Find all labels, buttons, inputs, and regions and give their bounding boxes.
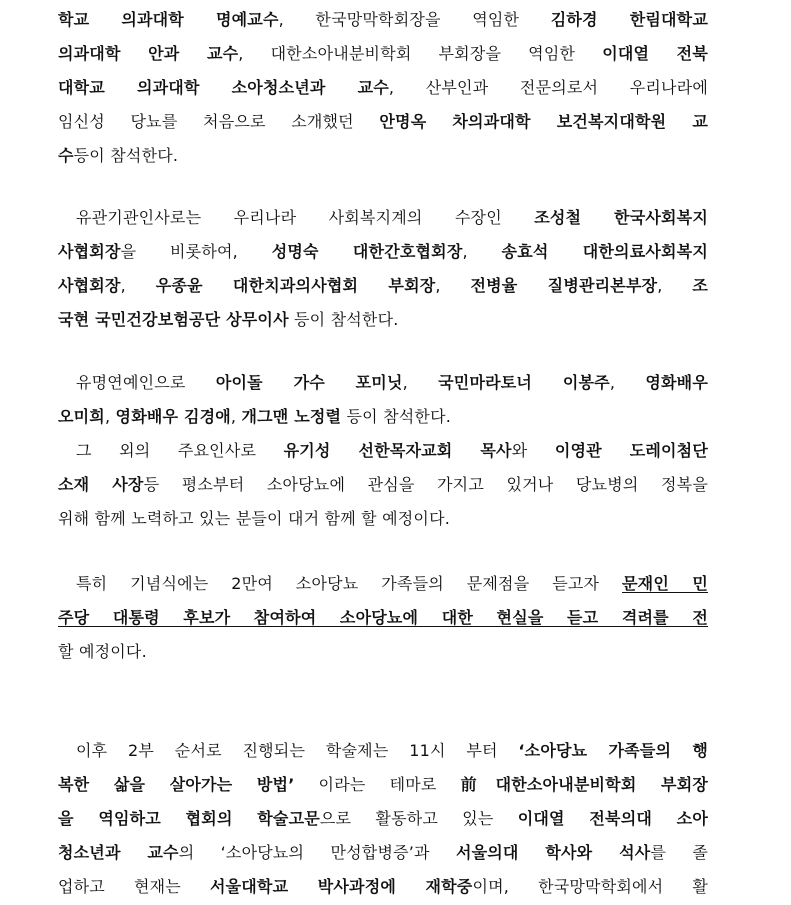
bold-text-span: 이영관 도레이첨단 xyxy=(554,441,708,460)
text-span: 그 외의 주요인사로 xyxy=(76,441,284,460)
bold-text-span: 서울의대 학사와 석사 xyxy=(455,843,651,862)
bold-text-span: 前대한소아내분비학회 부회장 xyxy=(460,775,708,794)
bold-text-span: 사협회장 xyxy=(58,242,121,261)
bold-text-span: 국민마라토너 이봉주 xyxy=(438,373,610,392)
text-line xyxy=(58,567,708,601)
bold-text-span: 영화배우 김경애 xyxy=(115,407,231,426)
bold-text-span: 성명숙 대한간호협회장 xyxy=(271,242,463,261)
bold-text-span: 청소년과 교수 xyxy=(58,843,179,862)
bold-text-span: 안명옥 차의과대학 보건복지대학원 교 xyxy=(379,112,708,131)
bold-text-span: 국현 국민건강보험공단 상무이사 xyxy=(58,310,289,329)
text-line xyxy=(58,468,708,502)
text-span: , xyxy=(402,373,439,392)
bold-text-span: 송효석 대한의료사회복지 xyxy=(501,242,708,261)
text-span: 등이 참석한다. xyxy=(341,407,452,426)
text-line xyxy=(58,768,708,802)
text-span: 유명연예인으로 xyxy=(76,373,216,392)
text-line xyxy=(58,71,708,105)
text-line xyxy=(58,802,708,836)
bold-text-span: 오미희 xyxy=(58,407,105,426)
bold-text-span: 조 xyxy=(692,276,708,295)
text-line xyxy=(58,400,708,434)
bold-text-span: 을 역임하고 협회의 학술고문 xyxy=(58,809,320,828)
text-span: 으로 활동하고 있는 xyxy=(319,809,518,828)
text-span: 의 ‘소아당뇨의 만성합병증’과 xyxy=(178,843,456,862)
text-span: 할 예정이다. xyxy=(58,642,147,661)
paragraph-1 xyxy=(58,3,708,173)
text-line xyxy=(58,269,708,303)
text-span: 와 xyxy=(511,441,555,460)
text-line xyxy=(58,870,708,904)
text-line xyxy=(58,601,708,635)
bold-text-span: 개그맨 노정렬 xyxy=(241,407,342,426)
text-span: , xyxy=(657,276,693,295)
text-span: , 한국망막학회장을 역임한 xyxy=(278,10,551,29)
bold-text-span: 의과대학 안과 교수 xyxy=(58,44,239,63)
bold-text-span: ‘소아당뇨 가족들의 행 xyxy=(518,741,708,760)
text-line xyxy=(58,502,708,536)
bold-text-span: 조성철 한국사회복지 xyxy=(534,208,708,227)
bold-text-span: 서울대학교 박사과정에 재학중 xyxy=(209,877,473,896)
text-span: 업하고 현재는 xyxy=(58,877,210,896)
text-line xyxy=(58,201,708,235)
text-line xyxy=(58,434,708,468)
text-span: 이후 2부 순서로 진행되는 학술제는 11시 부터 xyxy=(76,741,519,760)
paragraph-4 xyxy=(58,567,708,669)
bold-text-span: 문재인 민 xyxy=(622,574,708,593)
text-line xyxy=(58,836,708,870)
bold-text-span: 우종윤 대한치과의사협회 부회장 xyxy=(155,276,436,295)
text-span: 이며, 한국망막학회에서 활 xyxy=(472,877,708,896)
text-span: 등이 참석한다. xyxy=(288,310,399,329)
text-span: 를 졸 xyxy=(650,843,708,862)
bold-text-span: 사협회장 xyxy=(58,276,121,295)
text-span: 을 비롯하여, xyxy=(120,242,272,261)
bold-text-span: 복한 삶을 살아가는 방법’ xyxy=(58,775,295,794)
text-span: 등이 참석한다. xyxy=(73,146,179,165)
bold-text-span: 주당 대통령 후보가 참여하여 소아당뇨에 대한 현실을 듣고 격려를 전 xyxy=(58,608,708,627)
bold-text-span: 전병율 질병관리본부장 xyxy=(470,276,658,295)
text-span: , 산부인과 전문의로서 우리나라에 xyxy=(388,78,708,97)
text-span: 유관기관인사로는 우리나라 사회복지계의 수장인 xyxy=(76,208,535,227)
bold-text-span: 아이돌 가수 포미닛 xyxy=(215,373,403,392)
text-line xyxy=(58,366,708,400)
bold-text-span: 대학교 의과대학 소아청소년과 교수 xyxy=(58,78,389,97)
text-span: , xyxy=(120,276,156,295)
text-span: 임신성 당뇨를 처음으로 소개했던 xyxy=(58,112,380,131)
bold-text-span: 수 xyxy=(58,146,74,165)
text-line xyxy=(58,303,708,337)
text-span: , xyxy=(230,407,242,426)
paragraph-2 xyxy=(58,201,708,337)
text-line xyxy=(58,3,708,37)
text-span: 위해 함께 노력하고 있는 분들이 대거 함께 할 예정이다. xyxy=(58,509,451,528)
text-line xyxy=(58,37,708,71)
text-span: , xyxy=(435,276,471,295)
text-span: 특히 기념식에는 2만여 소아당뇨 가족들의 문제점을 듣고자 xyxy=(76,574,623,593)
bold-text-span: 유기성 선한목자교회 목사 xyxy=(283,441,512,460)
text-span: , xyxy=(609,373,646,392)
text-span: 등 평소부터 소아당뇨에 관심을 가지고 있거나 당뇨병의 정복을 xyxy=(143,475,708,494)
paragraph-5 xyxy=(58,734,708,904)
paragraph-3 xyxy=(58,366,708,536)
text-span: , xyxy=(462,242,502,261)
bold-text-span: 영화배우 xyxy=(645,373,708,392)
text-span: , 대한소아내분비학회 부회장을 역임한 xyxy=(238,44,603,63)
text-span: , xyxy=(104,407,116,426)
text-line xyxy=(58,235,708,269)
text-line xyxy=(58,105,708,139)
bold-text-span: 이대열 전북의대 소아 xyxy=(517,809,708,828)
bold-text-span: 소재 사장 xyxy=(58,475,144,494)
text-line xyxy=(58,734,708,768)
text-line xyxy=(58,635,708,669)
bold-text-span: 학교 의과대학 명예교수 xyxy=(58,10,279,29)
text-line xyxy=(58,139,708,173)
bold-text-span: 김하경 한림대학교 xyxy=(550,10,708,29)
text-span: 이라는 테마로 xyxy=(294,775,461,794)
bold-text-span: 이대열 전북 xyxy=(602,44,708,63)
